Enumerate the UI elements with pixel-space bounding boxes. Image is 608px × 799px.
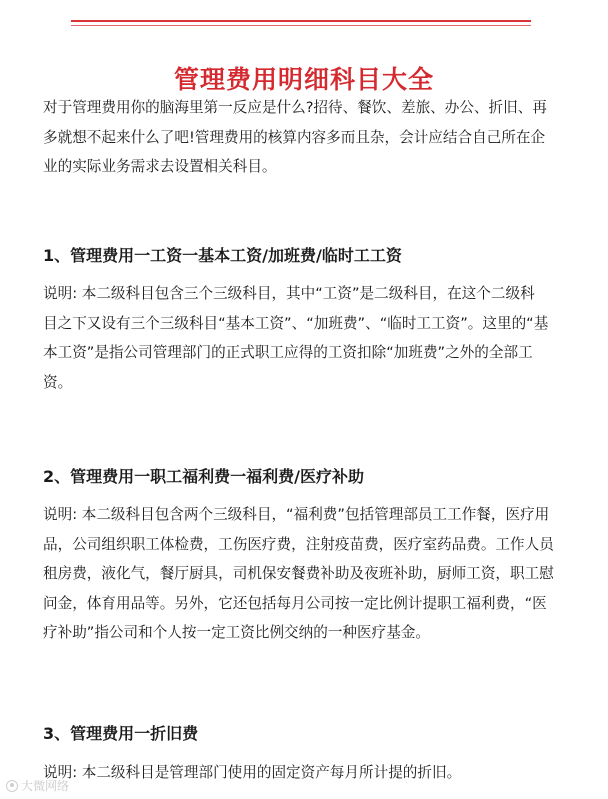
section-body-1 [43,279,563,397]
intro-paragraph [43,93,563,182]
intro-line: 多就想不起来什么了吧!管理费用的核算内容多而且杂，会计应结合自己所在企 [43,128,546,146]
body-line: 目之下又设有三个三级科目“基本工资”、“加班费”、“临时工工资”。这里的“基 [43,314,549,332]
camera-lens-icon [6,780,18,792]
body-line: 本工资”是指公司管理部门的正式职工应得的工资扣除“加班费”之外的全部工 [43,344,533,361]
top-rule-thin [71,25,531,26]
watermark-text: 大微网络 [21,779,70,793]
body-line: 品，公司组织职工体检费，工伤医疗费，注射疫苗费，医疗室药品费。工作人员 [43,535,554,553]
body-line: 说明: 本二级科目包含三个三级科目，其中“工资”是二级科目，在这个二级科 [43,285,535,302]
page-title: 管理费用明细科目大全 [173,64,434,94]
body-line: 资。 [43,373,73,391]
section-heading-3: 3、管理费用一折旧费 [43,724,199,743]
body-line: 租房费，液化气，餐厅厨具，司机保安餐费补助及夜班补助，厨师工资，职工慰 [43,565,554,582]
body-line: 说明: 本二级科目是管理部门使用的固定资产每月所计提的折旧。 [43,764,462,781]
intro-line: 业的实际业务需求去设置相关科目。 [43,158,277,175]
body-line: 问金，体育用品等。另外，它还包括每月公司按一定比例计提职工福利费，“医 [43,594,547,612]
section-heading-1: 1、管理费用一工资一基本工资/加班费/临时工工资 [43,246,402,265]
section-heading-2: 2、管理费用一职工福利费一福利费/医疗补助 [43,467,364,486]
intro-line: 对于管理费用你的脑海里第一反应是什么?招待、餐饮、差旅、办公、折旧、再 [43,99,547,116]
watermark [6,777,69,794]
body-line: 疗补助”指公司和个人按一定工资比例交纳的一种医疗基金。 [43,624,431,641]
body-line: 说明: 本二级科目包含两个三级科目，“福利费”包括管理部员工工作餐，医疗用 [43,506,550,523]
section-body-2 [43,500,563,648]
section-body-3 [43,758,563,788]
top-rule-thick [71,20,531,22]
